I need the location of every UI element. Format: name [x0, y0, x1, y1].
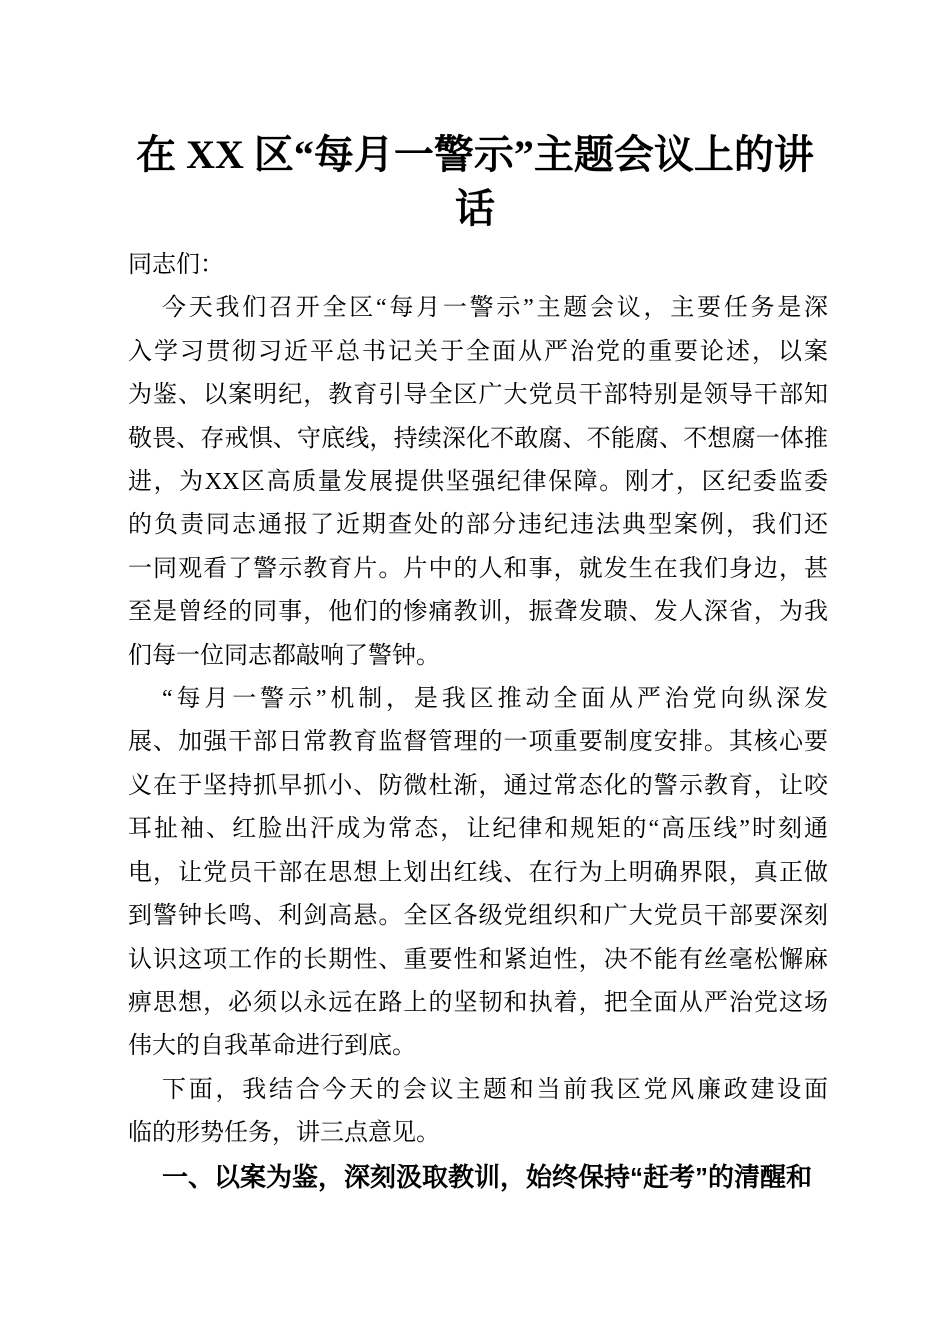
section-heading	[128, 1156, 828, 1199]
paragraph	[128, 287, 828, 678]
paragraph	[128, 678, 828, 1069]
text-line: 一、以案为鉴，深刻汲取教训，始终保持“赶考”的清醒和	[162, 1161, 813, 1192]
text-line: 展、加强干部日常教育监督管理的一项重要制度安排。其核心要	[128, 729, 828, 756]
text-line: 义在于坚持抓早抓小、防微杜渐，通过常态化的警示教育，让咬	[128, 772, 828, 799]
text-line: 临的形势任务，讲三点意见。	[128, 1120, 440, 1147]
text-line: 痹思想，必须以永远在路上的坚韧和执着，把全面从严治党这场	[128, 989, 828, 1016]
text-line: 们每一位同志都敲响了警钟。	[128, 642, 440, 669]
title-line-1: 在 XX 区“每月一警示”主题会议上的讲	[136, 132, 814, 177]
text-line: 为鉴、以案明纪，教育引导全区广大党员干部特别是领导干部知	[128, 382, 828, 409]
text-line: 至是曾经的同事，他们的惨痛教训，振聋发聩、发人深省，为我	[128, 599, 828, 626]
text-line: 的负责同志通报了近期查处的部分违纪违法典型案例，我们还	[128, 512, 828, 539]
text-line: 入学习贯彻习近平总书记关于全面从严治党的重要论述，以案	[128, 338, 828, 365]
text-line: 今天我们召开全区“每月一警示”主题会议，主要任务是深	[162, 295, 828, 322]
text-line: 认识这项工作的长期性、重要性和紧迫性，决不能有丝毫松懈麻	[128, 946, 828, 973]
text-line: 进，为XX区高质量发展提供坚强纪律保障。刚才，区纪委监委	[128, 469, 828, 496]
text-line: 敬畏、存戒惧、守底线，持续深化不敢腐、不能腐、不想腐一体推	[128, 425, 828, 452]
text-line: “每月一警示”机制，是我区推动全面从严治党向纵深发	[162, 686, 828, 713]
text-line: 耳扯袖、红脸出汗成为常态，让纪律和规矩的“高压线”时刻通	[128, 816, 828, 843]
text-line: 同志们：	[128, 252, 224, 278]
text-line: 伟大的自我革命进行到底。	[128, 1033, 416, 1060]
text-line: 到警钟长鸣、利剑高悬。全区各级党组织和广大党员干部要深刻	[128, 903, 828, 930]
text-line: 一同观看了警示教育片。片中的人和事，就发生在我们身边，甚	[128, 555, 828, 582]
paragraph	[128, 244, 828, 287]
text-line: 电，让党员干部在思想上划出红线、在行为上明确界限，真正做	[128, 859, 828, 886]
paragraph	[128, 1069, 828, 1156]
document-title	[105, 128, 845, 236]
title-line-2: 话	[455, 186, 495, 231]
text-line: 下面，我结合今天的会议主题和当前我区党风廉政建设面	[162, 1076, 828, 1103]
document-body	[128, 244, 828, 1199]
